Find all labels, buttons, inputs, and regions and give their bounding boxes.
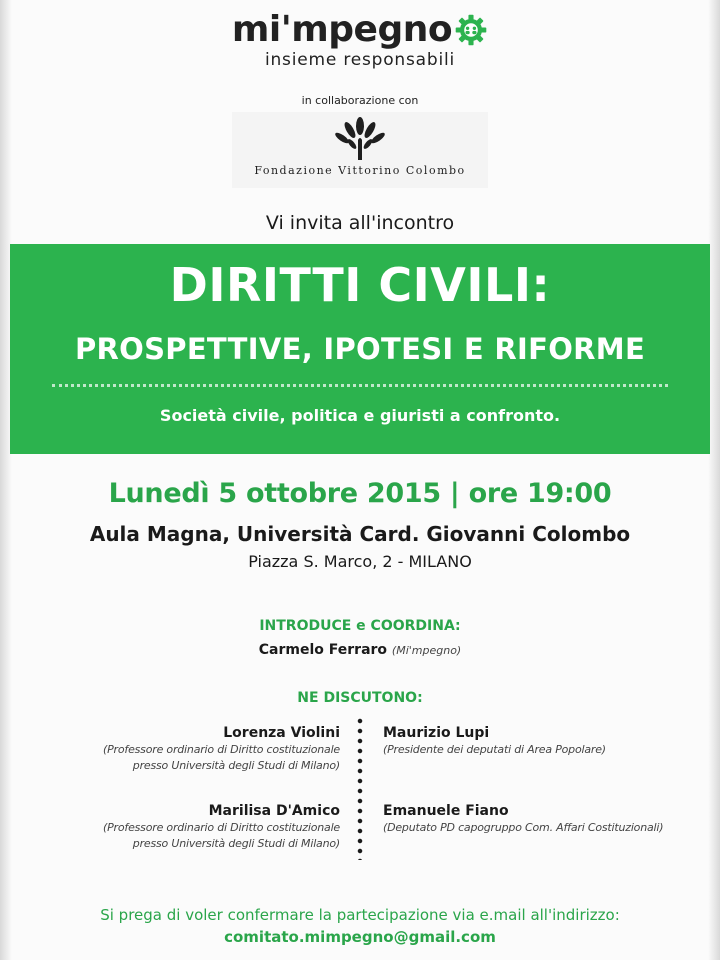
event-subtitle-line: PROSPETTIVE, IPOTESI E RIFORME bbox=[74, 332, 646, 366]
brand-logo-area bbox=[0, 9, 720, 70]
speaker-name: Lorenza Violini bbox=[223, 725, 340, 741]
speaker-damico bbox=[10, 802, 340, 852]
moderator-affiliation: (Mi'mpegno) bbox=[391, 644, 462, 657]
event-tagline: Società civile, politica e giuristi a confronto. bbox=[159, 406, 561, 425]
speaker-role: (Presidente dei deputati di Area Popolare) bbox=[383, 743, 606, 756]
speaker-name: Maurizio Lupi bbox=[383, 725, 490, 741]
speaker-role: (Professore ordinario di Diritto costituzionale bbox=[103, 821, 340, 834]
panel-heading: NE DISCUTONO: bbox=[297, 690, 423, 706]
moderator-name: Carmelo Ferraro bbox=[258, 642, 388, 658]
invite-line: Vi invita all'incontro bbox=[265, 212, 455, 234]
dotted-divider bbox=[52, 384, 668, 387]
speaker-role: presso Università degli Studi di Milano) bbox=[132, 837, 340, 850]
speaker-lupi bbox=[383, 724, 713, 758]
speaker-name: Marilisa D'Amico bbox=[208, 803, 340, 819]
speaker-fiano bbox=[383, 802, 713, 836]
brand-logo bbox=[231, 9, 488, 50]
event-address: Piazza S. Marco, 2 - MILANO bbox=[248, 552, 472, 571]
event-venue: Aula Magna, Università Card. Giovanni Colombo bbox=[89, 522, 631, 546]
speaker-role: presso Università degli Studi di Milano) bbox=[132, 759, 340, 772]
title-banner bbox=[10, 244, 710, 454]
tree-icon bbox=[330, 116, 390, 160]
event-title: DIRITTI CIVILI: bbox=[169, 258, 551, 312]
speaker-name: Emanuele Fiano bbox=[383, 803, 509, 819]
moderator-heading: INTRODUCE e COORDINA: bbox=[259, 618, 461, 634]
speaker-violini bbox=[10, 724, 340, 774]
rsvp-email[interactable]: comitato.mimpegno@gmail.com bbox=[224, 928, 496, 946]
moderator bbox=[0, 642, 720, 658]
foundation-logo bbox=[232, 112, 488, 188]
rsvp-instruction: Si prega di voler confermare la partecipazione via e.mail all'indirizzo: bbox=[100, 906, 620, 924]
brand-name: mi'mpegno bbox=[231, 9, 453, 50]
speaker-role: (Professore ordinario di Diritto costituzionale bbox=[103, 743, 340, 756]
brand-tagline: insieme responsabili bbox=[264, 50, 456, 70]
foundation-name: Fondazione Vittorino Colombo bbox=[254, 164, 466, 177]
panel-dotted-divider bbox=[357, 716, 363, 860]
speaker-role: (Deputato PD capogruppo Com. Affari Costituzionali) bbox=[383, 821, 664, 834]
collaboration-label: in collaborazione con bbox=[301, 94, 419, 107]
event-date-time: Lunedì 5 ottobre 2015 | ore 19:00 bbox=[108, 478, 612, 509]
gear-people-icon bbox=[454, 13, 488, 47]
